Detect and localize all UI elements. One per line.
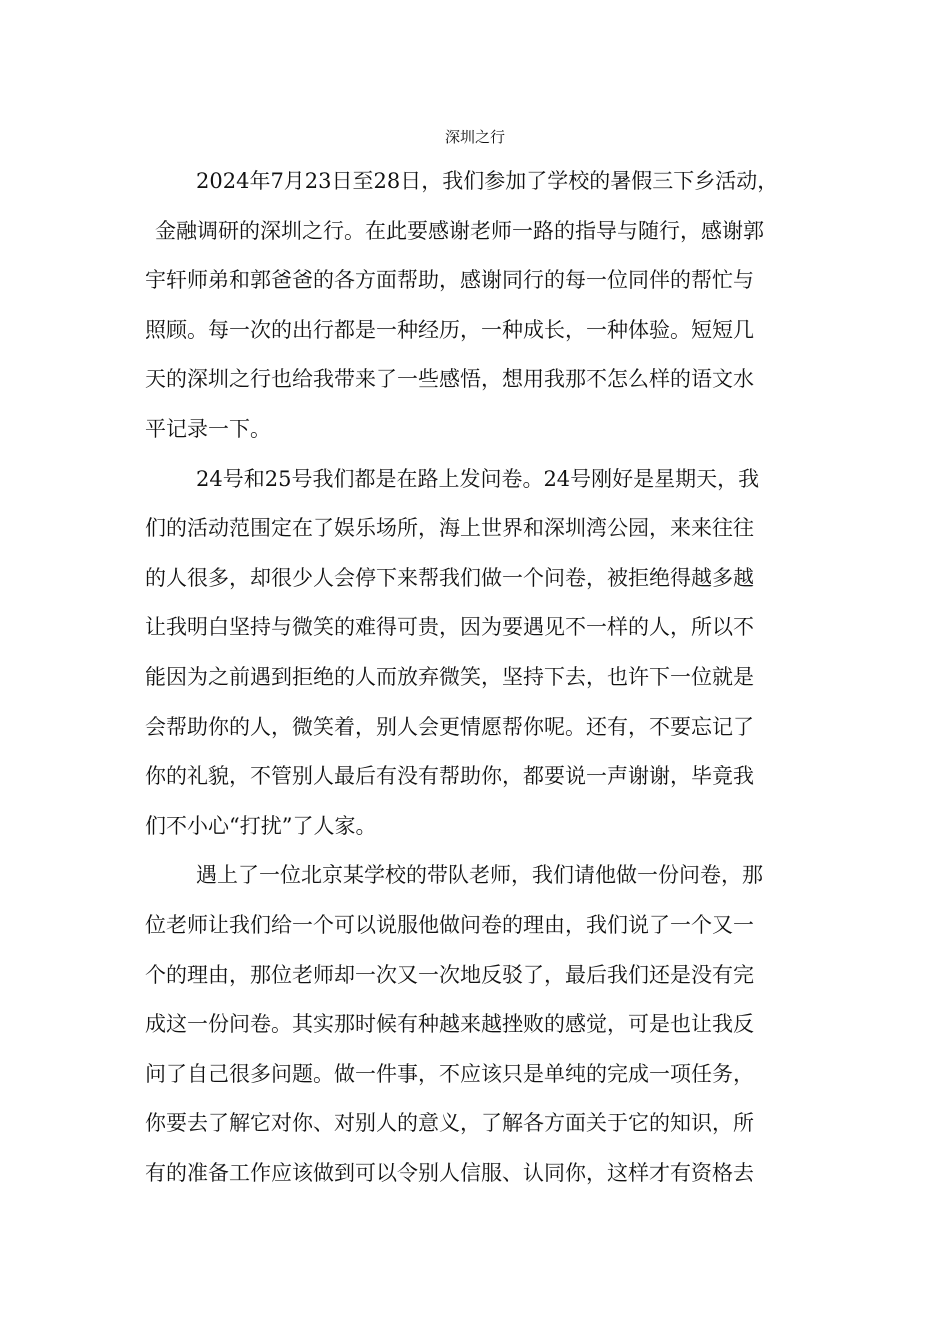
document-body bbox=[145, 157, 805, 1198]
text-line: 个的理由，那位老师却一次又一次地反驳了，最后我们还是没有完 bbox=[145, 962, 754, 987]
page-title: 深圳之行 bbox=[444, 128, 505, 146]
text-line: 们不小心“打扰”了人家。 bbox=[145, 813, 377, 838]
text-line: 你的礼貌，不管别人最后有没有帮助你，都要说一声谢谢，毕竟我 bbox=[145, 764, 754, 789]
text-line: 2024年7月23日至28日，我们参加了学校的暑假三下乡活动， bbox=[196, 169, 779, 193]
text-line: 宇轩师弟和郭爸爸的各方面帮助，感谢同行的每一位同伴的帮忙与 bbox=[145, 268, 754, 293]
text-line: 们的活动范围定在了娱乐场所，海上世界和深圳湾公园，来来往往 bbox=[145, 516, 754, 541]
paragraph-1 bbox=[145, 157, 805, 455]
paragraph-2 bbox=[145, 455, 805, 852]
text-line: 有的准备工作应该做到可以令别人信服、认同你，这样才有资格去 bbox=[145, 1160, 754, 1185]
text-line: 平记录一下。 bbox=[145, 416, 271, 441]
text-line: 照顾。每一次的出行都是一种经历，一种成长，一种体验。短短几 bbox=[145, 317, 754, 342]
text-line: 遇上了一位北京某学校的带队老师，我们请他做一份问卷，那 bbox=[196, 863, 763, 888]
text-line: 的人很多，却很少人会停下来帮我们做一个问卷，被拒绝得越多越 bbox=[145, 565, 754, 590]
text-line: 会帮助你的人，微笑着，别人会更情愿帮你呢。还有，不要忘记了 bbox=[145, 714, 754, 739]
text-line: 问了自己很多问题。做一件事，不应该只是单纯的完成一项任务， bbox=[145, 1061, 754, 1086]
text-line: 24号和25号我们都是在路上发问卷。24号刚好是星期天，我 bbox=[196, 466, 760, 491]
text-line: 位老师让我们给一个可以说服他做问卷的理由，我们说了一个又一 bbox=[145, 912, 754, 937]
text-line: 成这一份问卷。其实那时候有种越来越挫败的感觉，可是也让我反 bbox=[145, 1012, 754, 1037]
text-line: 让我明白坚持与微笑的难得可贵，因为要遇见不一样的人，所以不 bbox=[145, 615, 754, 640]
text-line: 能因为之前遇到拒绝的人而放弃微笑，坚持下去，也许下一位就是 bbox=[145, 664, 754, 689]
text-line: 天的深圳之行也给我带来了一些感悟，想用我那不怎么样的语文水 bbox=[145, 367, 754, 392]
paragraph-3 bbox=[145, 851, 805, 1198]
text-line: 你要去了解它对你、对别人的意义，了解各方面关于它的知识，所 bbox=[145, 1111, 754, 1136]
text-line: 金融调研的深圳之行。在此要感谢老师一路的指导与随行，感谢郭 bbox=[155, 218, 764, 243]
